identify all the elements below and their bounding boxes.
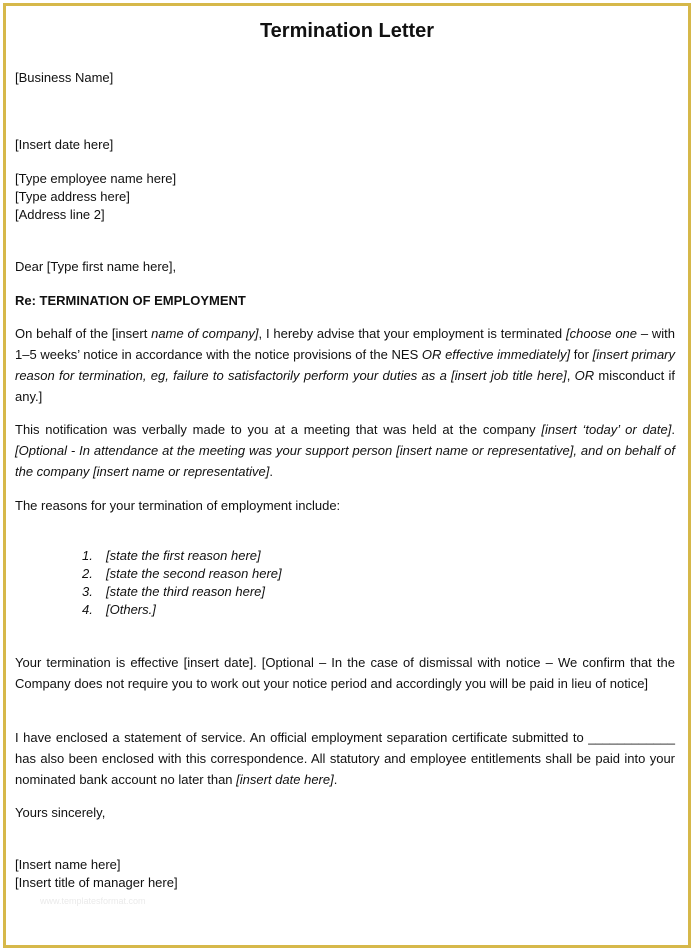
list-item: 3. [state the third reason here] — [82, 584, 265, 599]
letter-date: [Insert date here] — [15, 137, 114, 152]
watermark: www.templatesformat.com — [40, 896, 146, 906]
paragraph-notification: This notification was verbally made to you at a meeting that was held at the company [insert ‘today’ or date]. [Optional - In attendance at the meeting was your support person [insert name or representative], and on behalf of the company [insert name or representative]. — [15, 422, 675, 479]
closing: Yours sincerely, — [15, 805, 106, 820]
list-item: 1. [state the first reason here] — [82, 548, 261, 563]
employee-name: [Type employee name here] — [15, 171, 177, 186]
paragraph-effective-date: Your termination is effective [insert date]. [Optional – In the case of dismissal with notice – We confirm that the Company does not require you to work out your notice period and accordingly you will be paid in lieu of notice] — [15, 655, 675, 691]
list-item: 2. [state the second reason here] — [82, 566, 282, 581]
signer-title: [Insert title of manager here] — [15, 875, 178, 890]
paragraph-termination-notice: On behalf of the [insert name of company], I hereby advise that your employment is terminated [choose one – with 1–5 weeks’ notice in accordance with the notice provisions of the NES OR effective immediately] for [insert primary reason for termination, eg, failure to satisfactorily perform your duties as a [insert job title here], OR misconduct if any.] — [15, 326, 676, 404]
list-item: 4. [Others.] — [82, 602, 156, 617]
reasons-intro: The reasons for your termination of employment include: — [15, 498, 341, 513]
business-name: [Business Name] — [15, 70, 114, 85]
employee-address-line-1: [Type address here] — [15, 189, 130, 204]
reasons-list — [82, 547, 282, 619]
paragraph-statement-of-service: I have enclosed a statement of service. An official employment separation certificate submitted to ____________ has also been enclosed with this correspondence. All statutory and employee entitlements shall be paid into your nominated bank account no later than [insert date here]. — [15, 730, 675, 787]
letter-title: Termination Letter — [259, 20, 435, 42]
salutation: Dear [Type first name here], — [15, 259, 177, 274]
employee-address-line-2: [Address line 2] — [15, 207, 105, 222]
signer-name: [Insert name here] — [15, 857, 121, 872]
subject-line: Re: TERMINATION OF EMPLOYMENT — [15, 293, 246, 308]
